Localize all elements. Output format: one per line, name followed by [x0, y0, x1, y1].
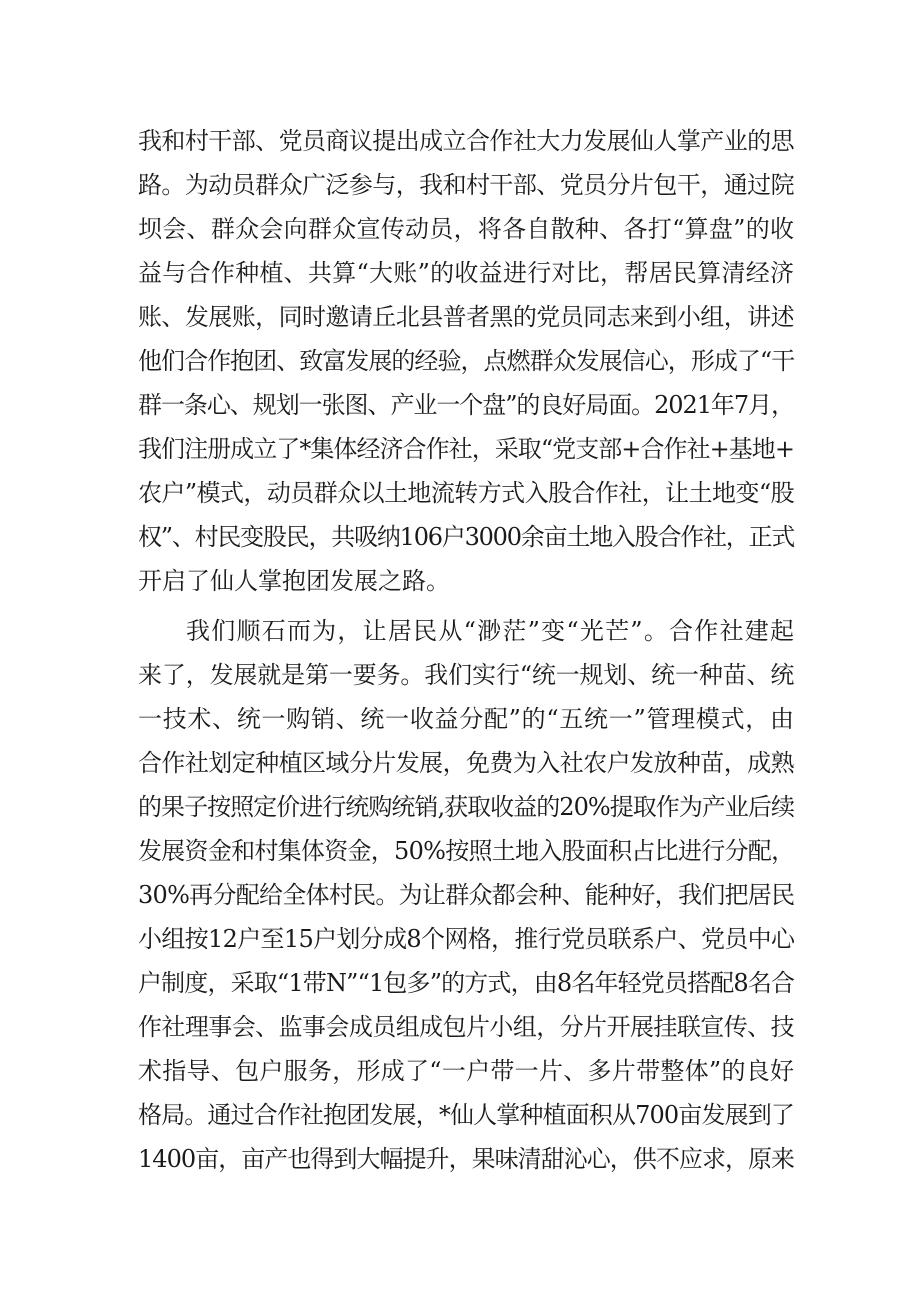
paragraph-1-line: 账、发展账，同时邀请丘北县普者黑的党员同志来到小组，讲述 [138, 303, 794, 331]
paragraph-2-line: 格局。通过合作社抱团发展，*仙人掌种植面积从700亩发展到了 [138, 1101, 794, 1129]
paragraph-2-line: 我们顺石而为，让居民从“渺茫”变“光芒”。合作社建起 [186, 617, 794, 645]
paragraph-2-line: 来了，发展就是第一要务。我们实行“统一规划、统一种苗、统 [138, 661, 795, 689]
paragraph-2-line: 的果子按照定价进行统购统销,获取收益的20%提取作为产业后续 [138, 793, 794, 821]
paragraph-1-line: 他们合作抱团、致富发展的经验，点燃群众发展信心，形成了“干 [138, 347, 795, 375]
paragraph-1-line: 益与合作种植、共算“大账”的收益进行对比，帮居民算清经济 [138, 259, 794, 287]
paragraph-1-line: 坝会、群众会向群众宣传动员，将各自散种、各打“算盘”的收 [138, 215, 794, 243]
paragraph-2-line: 一技术、统一购销、统一收益分配”的“五统一”管理模式，由 [138, 705, 794, 733]
paragraph-2-line: 小组按12户至15户划分成8个网格，推行党员联系户、党员中心 [138, 925, 795, 953]
paragraph-2-line: 合作社划定种植区域分片发展，免费为入社农户发放种苗，成熟 [138, 749, 794, 777]
paragraph-2-line: 30%再分配给全体村民。为让群众都会种、能种好，我们把居民 [138, 881, 795, 909]
paragraph-1-line: 我们注册成立了*集体经济合作社，采取“党支部+合作社+基地+ [138, 435, 794, 463]
paragraph-2-line: 户制度，采取“1带N”“1包多”的方式，由8名年轻党员搭配8名合 [138, 969, 795, 997]
paragraph-1-line: 权”、村民变股民，共吸纳106户3000余亩土地入股合作社，正式 [138, 523, 795, 551]
paragraph-2-line: 发展资金和村集体资金，50%按照土地入股面积占比进行分配， [138, 837, 795, 865]
paragraph-2-line: 1400亩，亩产也得到大幅提升，果味清甜沁心，供不应求，原来 [138, 1145, 795, 1173]
paragraph-2-line: 作社理事会、监事会成员组成包片小组，分片开展挂联宣传、技 [138, 1013, 794, 1041]
paragraph-1-line: 农户”模式，动员群众以土地流转方式入股合作社，让土地变“股 [138, 479, 794, 507]
paragraph-1-line: 群一条心、规划一张图、产业一个盘”的良好局面。2021年7月， [138, 391, 794, 419]
paragraph-2-line: 术指导、包户服务，形成了“一户带一片、多片带整体”的良好 [138, 1057, 794, 1085]
paragraph-1-line: 路。为动员群众广泛参与，我和村干部、党员分片包干，通过院 [138, 171, 794, 199]
paragraph-1-line: 开启了仙人掌抱团发展之路。 [138, 567, 450, 595]
paragraph-1-line: 我和村干部、党员商议提出成立合作社大力发展仙人掌产业的思 [138, 127, 794, 155]
